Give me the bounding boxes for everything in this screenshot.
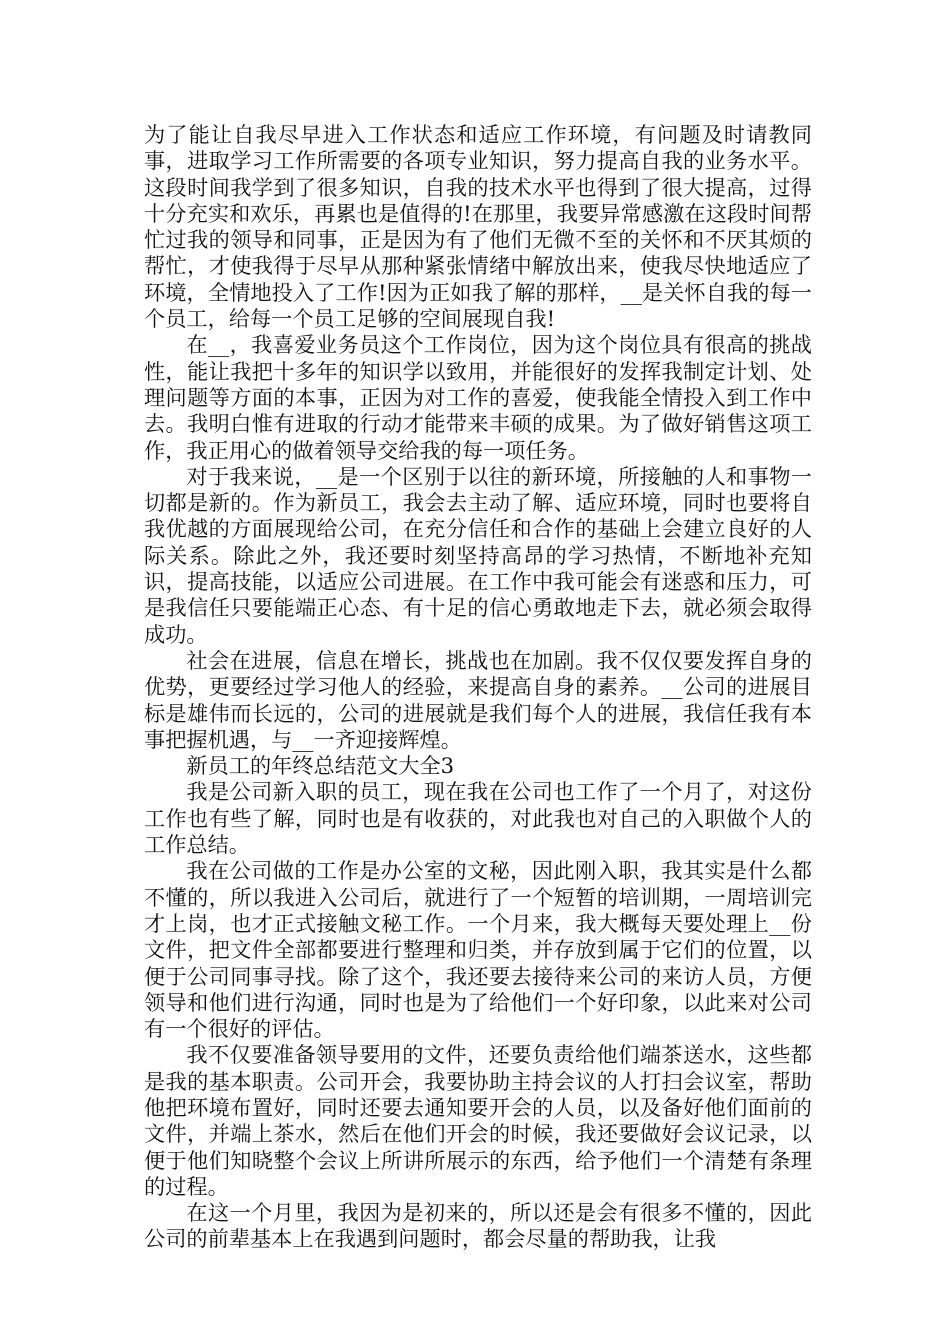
section-heading: 新员工的年终总结范文大全3: [186, 753, 455, 779]
paragraph-7: 我不仅要准备领导要用的文件，还要负责给他们端茶送水，这些都是我的基本职责。公司开会，我要协助主持会议的人打扫会议室，帮助他把环境布置好，同时还要去通知要开会的人员，以及备好他们面前的文件，并端上茶水，然后在他们开会的时候，我还要做好会议记录，以便于他们知晓整个会议上所讲所展示的东西，给予他们一个清楚有条理的过程。: [144, 1042, 812, 1199]
paragraph-8: 在这一个月里，我因为是初来的，所以还是会有很多不懂的，因此公司的前辈基本上在我遇到问题时，都会尽量的帮助我，让我: [144, 1200, 812, 1252]
paragraph-1: 为了能让自我尽早进入工作状态和适应工作环境，有问题及时请教同事，进取学习工作所需要的各项专业知识，努力提高自我的业务水平。这段时间我学到了很多知识，自我的技术水平也得到了很大提高，过得十分充实和欢乐，再累也是值得的!在那里，我要异常感激在这段时间帮忙过我的领导和同事，正是因为有了他们无微不至的关怀和不厌其烦的帮忙，才使我得于尽早从那种紧张情绪中解放出来，使我尽快地适应了环境，全情地投入了工作!因为正如我了解的那样，__是关怀自我的每一个员工，给每一个员工足够的空间展现自我!: [144, 122, 812, 332]
paragraph-3: 对于我来说，__是一个区别于以往的新环境，所接触的人和事物一切都是新的。作为新员工，我会去主动了解、适应环境，同时也要将自我优越的方面展现给公司，在充分信任和合作的基础上会建立良好的人际关系。除此之外，我还要时刻坚持高昂的学习热情，不断地补充知识，提高技能，以适应公司进展。在工作中我可能会有迷惑和压力，可是我信任只要能端正心态、有十足的信心勇敢地走下去，就必须会取得成功。: [144, 463, 812, 647]
paragraph-2: 在__，我喜爱业务员这个工作岗位，因为这个岗位具有很高的挑战性，能让我把十多年的知识学以致用，并能很好的发挥我制定计划、处理问题等方面的本事，正因为对工作的喜爱，使我能全情投入到工作中去。我明白惟有进取的行动才能带来丰硕的成果。为了做好销售这项工作，我正用心的做着领导交给我的每一项任务。: [144, 332, 812, 463]
paragraph-4: 社会在进展，信息在增长，挑战也在加剧。我不仅仅要发挥自身的优势，更要经过学习他人的经验，来提高自身的素养。__公司的进展目标是雄伟而长远的，公司的进展就是我们每个人的进展，我信任我有本事把握机遇，与__一齐迎接辉煌。: [144, 647, 812, 752]
document-page: [144, 122, 812, 1253]
paragraph-5: 我是公司新入职的员工，现在我在公司也工作了一个月了，对这份工作也有些了解，同时也是有收获的，对此我也对自己的入职做个人的工作总结。: [144, 779, 812, 858]
paragraph-6: 我在公司做的工作是办公室的文秘，因此刚入职，我其实是什么都不懂的，所以我进入公司后，就进行了一个短暂的培训期，一周培训完才上岗，也才正式接触文秘工作。一个月来，我大概每天要处理上__份文件，把文件全部都要进行整理和归类，并存放到属于它们的位置，以便于公司同事寻找。除了这个，我还要去接待来公司的来访人员，方便领导和他们进行沟通，同时也是为了给他们一个好印象，以此来对公司有一个很好的评估。: [144, 858, 812, 1042]
